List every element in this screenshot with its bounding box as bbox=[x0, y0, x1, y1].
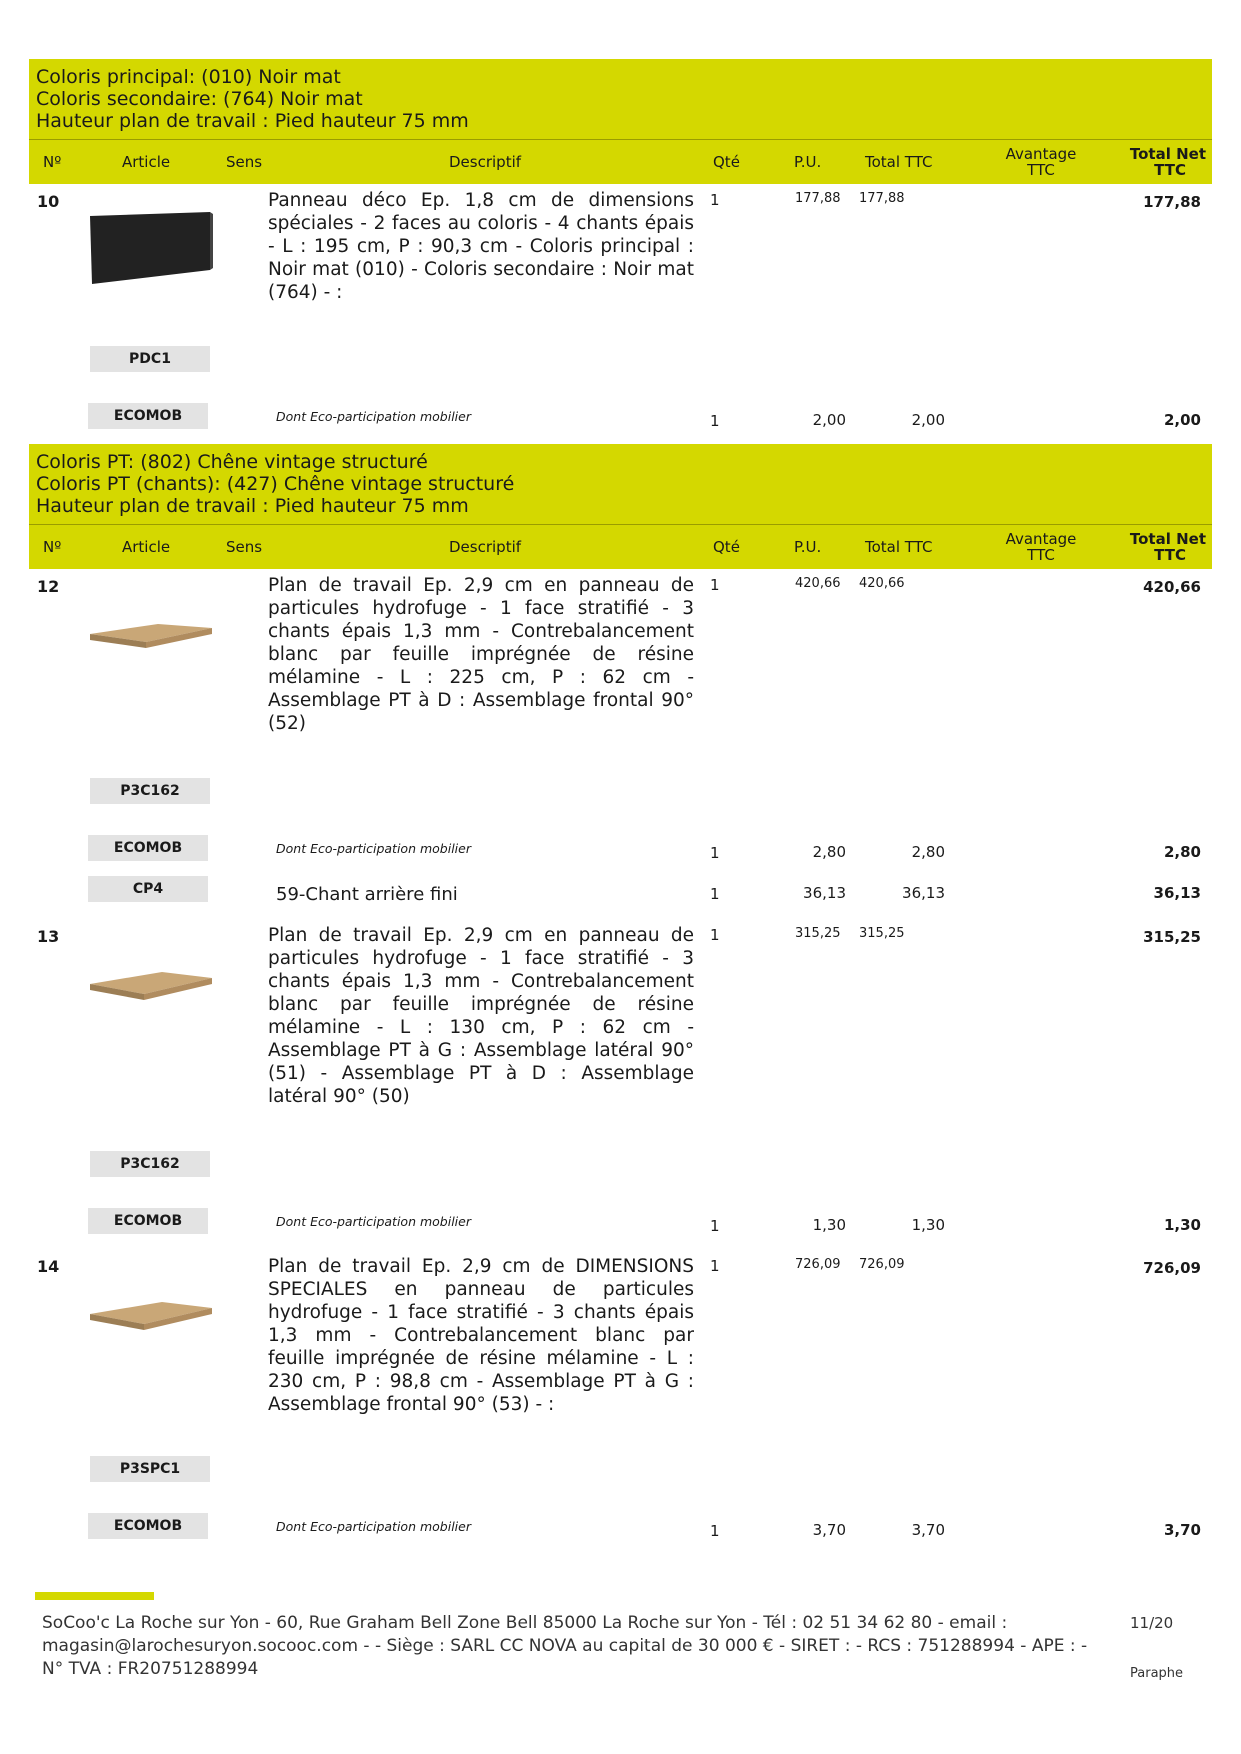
item-description: Plan de travail Ep. 2,9 cm de DIMENSIONS SPECIALES en panneau de particules hydrofuge - 1 face stratifié - 3 chants épais 1,3 mm - Contrebalancement blanc par feuille imprégnée de résine mélamine - L : 230 cm, P : 98,8 cm - Assemblage PT à G : Assemblage frontal 90° (53) - : bbox=[268, 1256, 694, 1415]
color-info-line: Hauteur plan de travail : Pied hauteur 75 mm bbox=[36, 495, 469, 517]
col-total-net: Total Net TTC bbox=[1129, 530, 1206, 564]
option-pu: 36,13 bbox=[803, 884, 846, 902]
item-net-total: 420,66 bbox=[1143, 578, 1201, 596]
item-description: Plan de travail Ep. 2,9 cm en panneau de particules hydrofuge - 1 face stratifié - 3 chants épais 1,3 mm - Contrebalancement blanc par feuille imprégnée de résine mélamine - L : 130 cm, P : 62 cm - Assemblage PT à G : Assemblage latéral 90° (51) - Assemblage PT à D : Assemblage latéral 90° (50) bbox=[268, 925, 694, 1107]
option-total: 36,13 bbox=[902, 884, 945, 902]
item-qty: 1 bbox=[710, 926, 720, 944]
item-description: Panneau déco Ep. 1,8 cm de dimensions spéciales - 2 faces au coloris - 4 chants épais - L : 195 cm, P : 90,3 cm - Coloris principal : Noir mat (010) - Coloris secondaire : Noir mat (764) - : bbox=[268, 190, 694, 303]
table-header bbox=[29, 524, 1212, 569]
worktop-oak-image bbox=[88, 1296, 216, 1336]
col-avantage: Avantage TTC bbox=[1005, 530, 1077, 564]
col-descriptif: Descriptif bbox=[449, 153, 522, 171]
col-total-net: Total Net TTC bbox=[1129, 145, 1206, 179]
eco-pu: 2,00 bbox=[812, 411, 846, 429]
col-article: Article bbox=[122, 538, 171, 556]
col-avantage: Avantage TTC bbox=[1005, 145, 1077, 179]
eco-qty: 1 bbox=[710, 1522, 720, 1540]
eco-label: Dont Eco-participation mobilier bbox=[276, 1214, 471, 1229]
col-article: Article bbox=[122, 153, 171, 171]
eco-label: Dont Eco-participation mobilier bbox=[276, 409, 471, 424]
item-total: 726,09 bbox=[859, 1257, 905, 1272]
eco-label: Dont Eco-participation mobilier bbox=[276, 1519, 471, 1534]
option-code: CP4 bbox=[88, 876, 208, 902]
option-net-total: 36,13 bbox=[1153, 884, 1201, 902]
line-number: 12 bbox=[37, 577, 60, 596]
line-number: 10 bbox=[37, 192, 60, 211]
eco-label: Dont Eco-participation mobilier bbox=[276, 841, 471, 856]
item-pu: 177,88 bbox=[795, 191, 841, 206]
eco-net-total: 2,00 bbox=[1163, 411, 1201, 429]
eco-code: ECOMOB bbox=[88, 1208, 208, 1234]
eco-qty: 1 bbox=[710, 844, 720, 862]
col-descriptif: Descriptif bbox=[449, 538, 522, 556]
col-sens: Sens bbox=[226, 538, 263, 556]
color-info-line: Coloris principal: (010) Noir mat bbox=[36, 66, 341, 88]
color-info-line: Hauteur plan de travail : Pied hauteur 75 mm bbox=[36, 110, 469, 132]
col-total-ttc: Total TTC bbox=[865, 153, 933, 171]
worktop-oak-image bbox=[88, 966, 216, 1006]
col-pu: P.U. bbox=[794, 538, 822, 556]
worktop-oak-image bbox=[88, 618, 216, 654]
footer-accent-bar bbox=[35, 1592, 154, 1600]
item-net-total: 315,25 bbox=[1143, 928, 1201, 946]
item-pu: 420,66 bbox=[795, 576, 841, 591]
item-pu: 726,09 bbox=[795, 1257, 841, 1272]
color-info-band-1 bbox=[29, 59, 1212, 139]
eco-total: 2,80 bbox=[911, 843, 945, 861]
item-total: 177,88 bbox=[859, 191, 905, 206]
eco-code: ECOMOB bbox=[88, 1513, 208, 1539]
option-qty: 1 bbox=[710, 885, 720, 903]
color-info-line: Coloris PT: (802) Chêne vintage structuré bbox=[36, 451, 428, 473]
col-sens: Sens bbox=[226, 153, 263, 171]
eco-code: ECOMOB bbox=[88, 835, 208, 861]
item-total: 420,66 bbox=[859, 576, 905, 591]
item-description: Plan de travail Ep. 2,9 cm en panneau de particules hydrofuge - 1 face stratifié - 3 chants épais 1,3 mm - Contrebalancement blanc par feuille imprégnée de résine mélamine - L : 225 cm, P : 62 cm - Assemblage PT à D : Assemblage frontal 90° (52) bbox=[268, 575, 694, 734]
col-pu: P.U. bbox=[794, 153, 822, 171]
col-total-ttc: Total TTC bbox=[865, 538, 933, 556]
item-qty: 1 bbox=[710, 1257, 720, 1275]
eco-code: ECOMOB bbox=[88, 403, 208, 429]
color-info-line: Coloris PT (chants): (427) Chêne vintage structuré bbox=[36, 473, 515, 495]
panel-black-image bbox=[88, 208, 216, 288]
eco-total: 1,30 bbox=[911, 1216, 945, 1234]
eco-pu: 2,80 bbox=[812, 843, 846, 861]
eco-total: 3,70 bbox=[911, 1521, 945, 1539]
eco-qty: 1 bbox=[710, 1217, 720, 1235]
col-qte: Qté bbox=[713, 153, 740, 171]
item-net-total: 177,88 bbox=[1143, 193, 1201, 211]
eco-net-total: 2,80 bbox=[1163, 843, 1201, 861]
col-num: Nº bbox=[43, 153, 62, 171]
item-qty: 1 bbox=[710, 191, 720, 209]
line-number: 14 bbox=[37, 1257, 60, 1276]
line-number: 13 bbox=[37, 927, 60, 946]
eco-pu: 1,30 bbox=[812, 1216, 846, 1234]
eco-qty: 1 bbox=[710, 412, 720, 430]
item-net-total: 726,09 bbox=[1143, 1259, 1201, 1277]
item-pu: 315,25 bbox=[795, 926, 841, 941]
paraphe-label: Paraphe bbox=[1130, 1666, 1184, 1681]
eco-total: 2,00 bbox=[911, 411, 945, 429]
article-code: P3C162 bbox=[90, 778, 210, 804]
eco-net-total: 3,70 bbox=[1163, 1521, 1201, 1539]
color-info-band-2 bbox=[29, 444, 1212, 524]
eco-net-total: 1,30 bbox=[1163, 1216, 1201, 1234]
option-label: 59-Chant arrière fini bbox=[276, 884, 458, 905]
table-header bbox=[29, 139, 1212, 184]
item-total: 315,25 bbox=[859, 926, 905, 941]
article-code: PDC1 bbox=[90, 346, 210, 372]
item-qty: 1 bbox=[710, 576, 720, 594]
article-code: P3SPC1 bbox=[90, 1456, 210, 1482]
color-info-line: Coloris secondaire: (764) Noir mat bbox=[36, 88, 363, 110]
col-qte: Qté bbox=[713, 538, 740, 556]
page-number: 11/20 bbox=[1130, 1614, 1174, 1632]
footer-company-info: SoCoo'c La Roche sur Yon - 60, Rue Graham Bell Zone Bell 85000 La Roche sur Yon - Tél : 02 51 34 62 80 - email : magasin@larochesuryon.socooc.com - - Siège : SARL CC NOVA au capital de 30 000 € - SIRET : - RCS : 751288994 - APE : - N° TVA : FR20751288994 bbox=[42, 1613, 1088, 1679]
eco-pu: 3,70 bbox=[812, 1521, 846, 1539]
col-num: Nº bbox=[43, 538, 62, 556]
article-code: P3C162 bbox=[90, 1151, 210, 1177]
